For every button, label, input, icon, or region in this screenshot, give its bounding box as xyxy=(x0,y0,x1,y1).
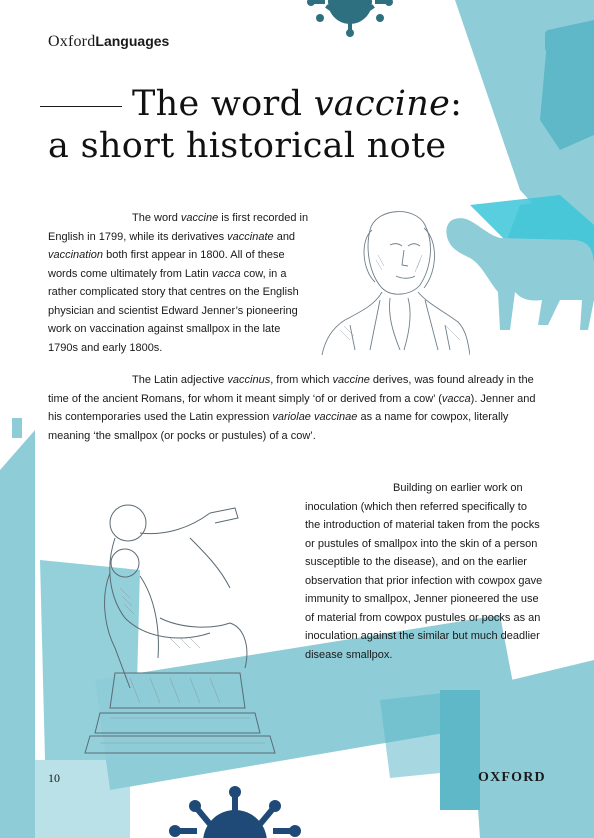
logo-oxford: Oxford xyxy=(48,33,96,50)
paragraph-2: The Latin adjective vaccinus, from which vaccine derives, was found already in the time of the ancient Romans, for whom it meant simply ‘of or derived from a cow’ (vacca). Jenner and his contemporaries used the Latin expression variolae vaccinae as a name for cowpox, literally meaning ‘the smallpox (or pocks or pustules) of a cow’. xyxy=(48,374,536,442)
oxford-languages-logo xyxy=(48,33,169,51)
jenner-portrait xyxy=(320,200,470,355)
title-colon: : xyxy=(450,84,463,124)
title-prefix: The word xyxy=(132,84,314,124)
virus-icon xyxy=(165,780,305,838)
title-rule xyxy=(40,106,122,107)
page-title-line1 xyxy=(132,84,462,124)
paragraph-1: The word vaccine is first recorded in English in 1799, while its derivatives vaccinate and vaccination both first appear in 1800. All of these words come ultimately from Latin vacca cow, in a rather complicated story that centres on the English physician and scientist Edward Jenner’s pioneering work on vaccination against smallpox in the late 1790s and early 1800s. xyxy=(48,212,309,354)
vaccination-statue xyxy=(70,478,295,763)
vial-icon xyxy=(455,0,594,225)
logo-languages: Languages xyxy=(95,33,170,49)
page-number: 10 xyxy=(48,771,60,785)
paragraph-3: Building on earlier work on inoculation (which then referred specifically to the introduction of material taken from the pocks or pustules of smallpox into the skin of a person susceptible to the disease), and on the earlier observation that prior infection with cowpox gave immunity to smallpox, Jenner pioneered the use of material from cowpox pustules or pocks as an inoculation against the similar but much deadlier disease smallpox. xyxy=(305,482,543,661)
title-emphasis: vaccine xyxy=(313,84,451,124)
oxford-footer-logo: OXFORD xyxy=(478,770,546,785)
virus-icon xyxy=(305,0,395,40)
page-title-line2: a short historical note xyxy=(48,126,447,166)
